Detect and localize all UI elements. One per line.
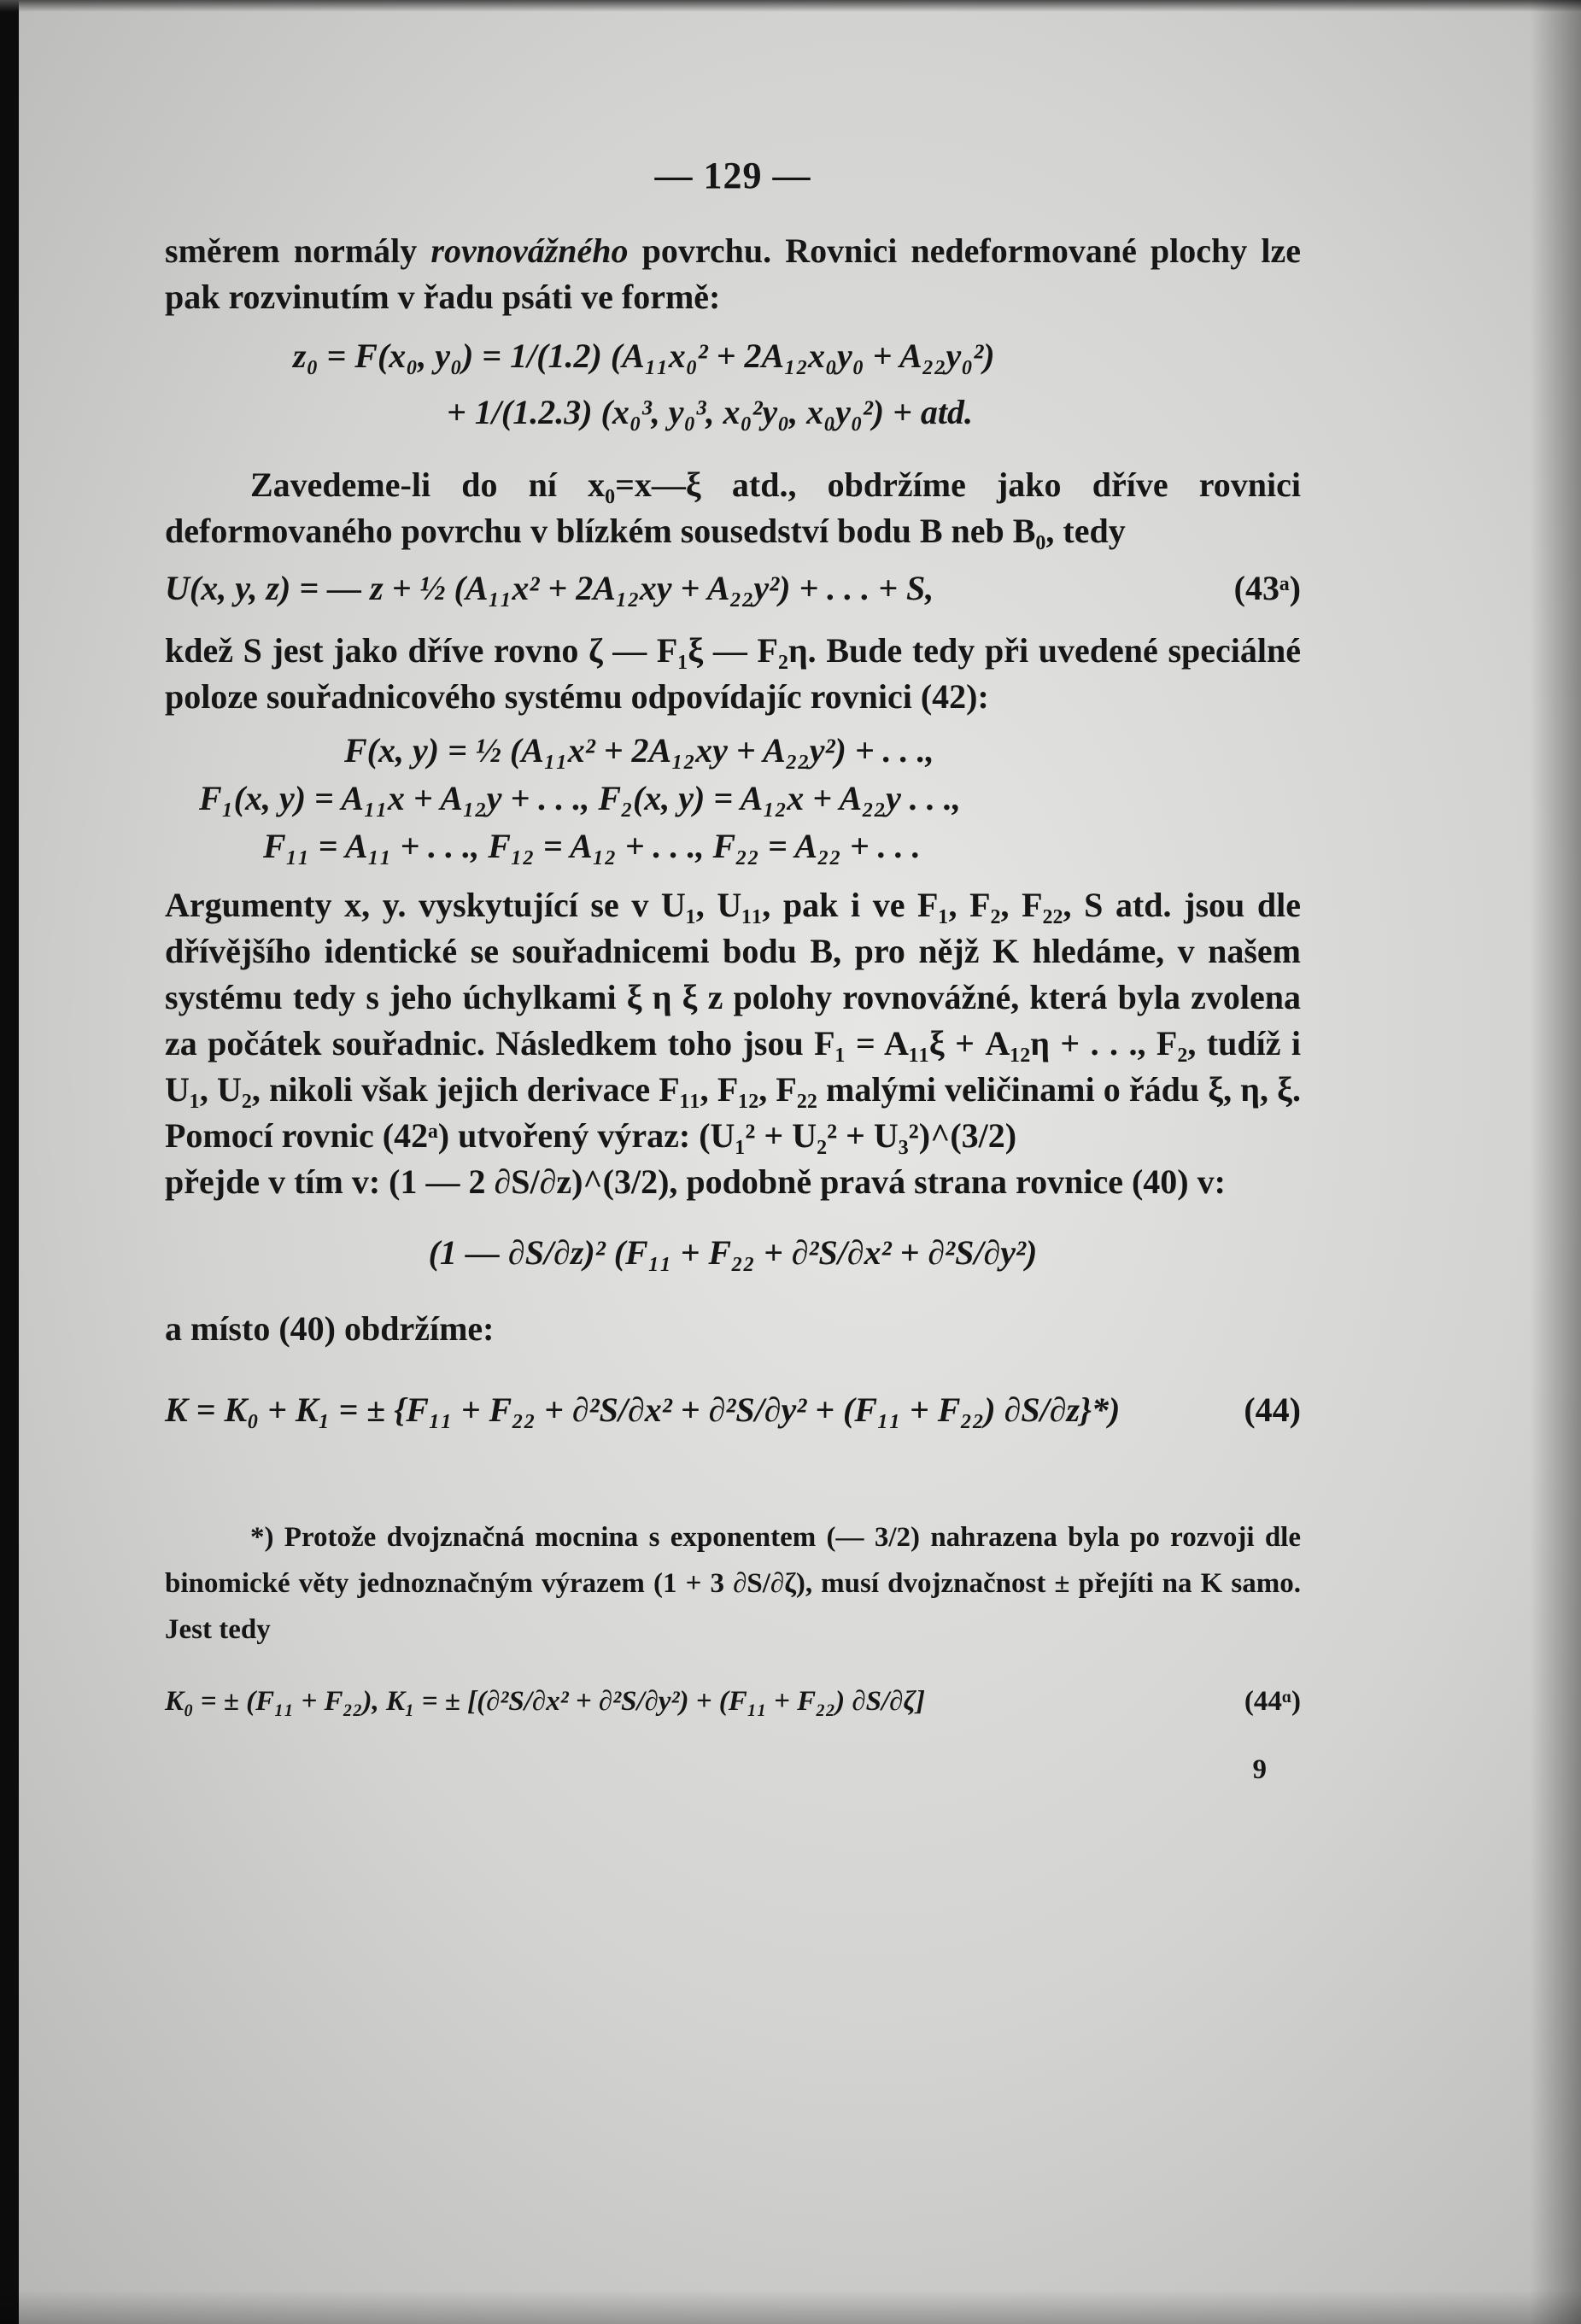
equation-44a-tag: (44ᵅ) [1244,1686,1301,1717]
equation-42-line-2: F₁(x, y) = A₁₁x + A₁₂y + . . ., F₂(x, y) = A₁₂x + A₂₂y . . ., [199,779,961,817]
page-number: — 129 — [654,155,811,196]
equation-44-body: K = K₀ + K₁ = ± {F₁₁ + F₂₂ + ∂²S/∂x² + ∂²S/∂y² + (F₁₁ + F₂₂) ∂S/∂z}*) [165,1390,1121,1429]
equation-44a-body: K₀ = ± (F₁₁ + F₂₂), K₁ = ± [(∂²S/∂x² + ∂²S/∂y²) + (F₁₁ + F₂₂) ∂S/∂ζ] [165,1686,926,1717]
equation-43a-body: U(x, y, z) = — z + ½ (A₁₁x² + 2A₁₂xy + A₂₂y²) + . . . + S, [165,569,934,607]
page-content [165,137,1301,1793]
equation-44a [165,1678,1301,1730]
footnote: *) Protože dvojznačná mocnina s exponentem (— 3/2) nahrazena byla po rozvoji dle binomické věty jednoznačným výrazem (1 + 3 ∂S/∂ζ), musí dvojznačnost ± přejíti na K samo. Jest tedy [165,1522,1301,1645]
equation-43a [165,565,1301,616]
paragraph-argumenty: Argumenty x, y. vyskytující se v U₁, U₁₁, pak i ve F₁, F₂, F₂₂, S atd. jsou dle dřívějšího identické se souřadnicemi bodu B, pro nějž K hledáme, v našem systému tedy s jeho úchylkami ξ η ξ z polohy rovnovážné, která byla zvolena za počátek souřadnic. Následkem toho jsou F₁ = A₁₁ξ + A₁₂η + . . ., F₂, tudíž i U₁, U₂, nikoli však jejich derivace F₁₁, F₁₂, F₂₂ malými veličinami o řádu ξ, η, ξ. Pomocí rovnic (42ᵃ) utvořený výraz: (U₁² + U₂² + U₃²)^(3/2) [165,886,1301,1155]
scan-top-edge [0,0,1581,12]
paragraph-zavedeme: Zavedeme-li do ní x₀=x—ξ atd., obdržíme jako dříve rovnici deformovaného povrchu v blízkém sousedství bodu B neb B₀, tedy [165,465,1301,550]
paragraph-prejde: přejde v tím v: (1 — 2 ∂S/∂z)^(3/2), podobně pravá strana rovnice (40) v: [165,1162,1226,1201]
equation-44 [165,1386,1301,1437]
equation-series-1: z₀ = F(x₀, y₀) = 1/(1.2) (A₁₁x₀² + 2A₁₂x₀y₀ + A₂₂y₀²) [293,337,995,375]
equation-43a-tag: (43ᵃ) [1233,569,1301,607]
scan-left-edge [0,0,19,2324]
equation-40-right-side: (1 — ∂S/∂z)² (F₁₁ + F₂₂ + ∂²S/∂x² + ∂²S/∂y²) [428,1233,1038,1272]
equation-series-2: + 1/(1.2.3) (x₀³, y₀³, x₀²y₀, x₀y₀²) + atd. [447,393,973,431]
paragraph-misto: a místo (40) obdržíme: [165,1309,495,1348]
scan-right-shadow [1530,0,1581,2324]
paragraph-kdez: kdež S jest jako dříve rovno ζ — F₁ξ — F₂η. Bude tedy při uvedené speciálné poloze souřadnicového systému odpovídajíc rovnici (42): [165,631,1301,716]
paragraph-intro [165,228,1301,320]
equation-42-line-3: F₁₁ = A₁₁ + . . ., F₁₂ = A₁₂ + . . ., F₂₂ = A₂₂ + . . . [263,827,921,865]
equation-42-line-1: F(x, y) = ½ (A₁₁x² + 2A₁₂xy + A₂₂y²) + . . ., [344,731,934,770]
intro-text: směrem normály rovnovážného povrchu. Rovnici nedeformované plochy lze pak rozvinutím v řadu psáti ve formě: [165,231,1301,316]
signature-mark: 9 [1252,1754,1267,1785]
intro-emphasis: rovnovážného [430,231,629,270]
scan-bottom-shadow [0,2290,1581,2324]
equation-44-tag: (44) [1244,1390,1301,1429]
